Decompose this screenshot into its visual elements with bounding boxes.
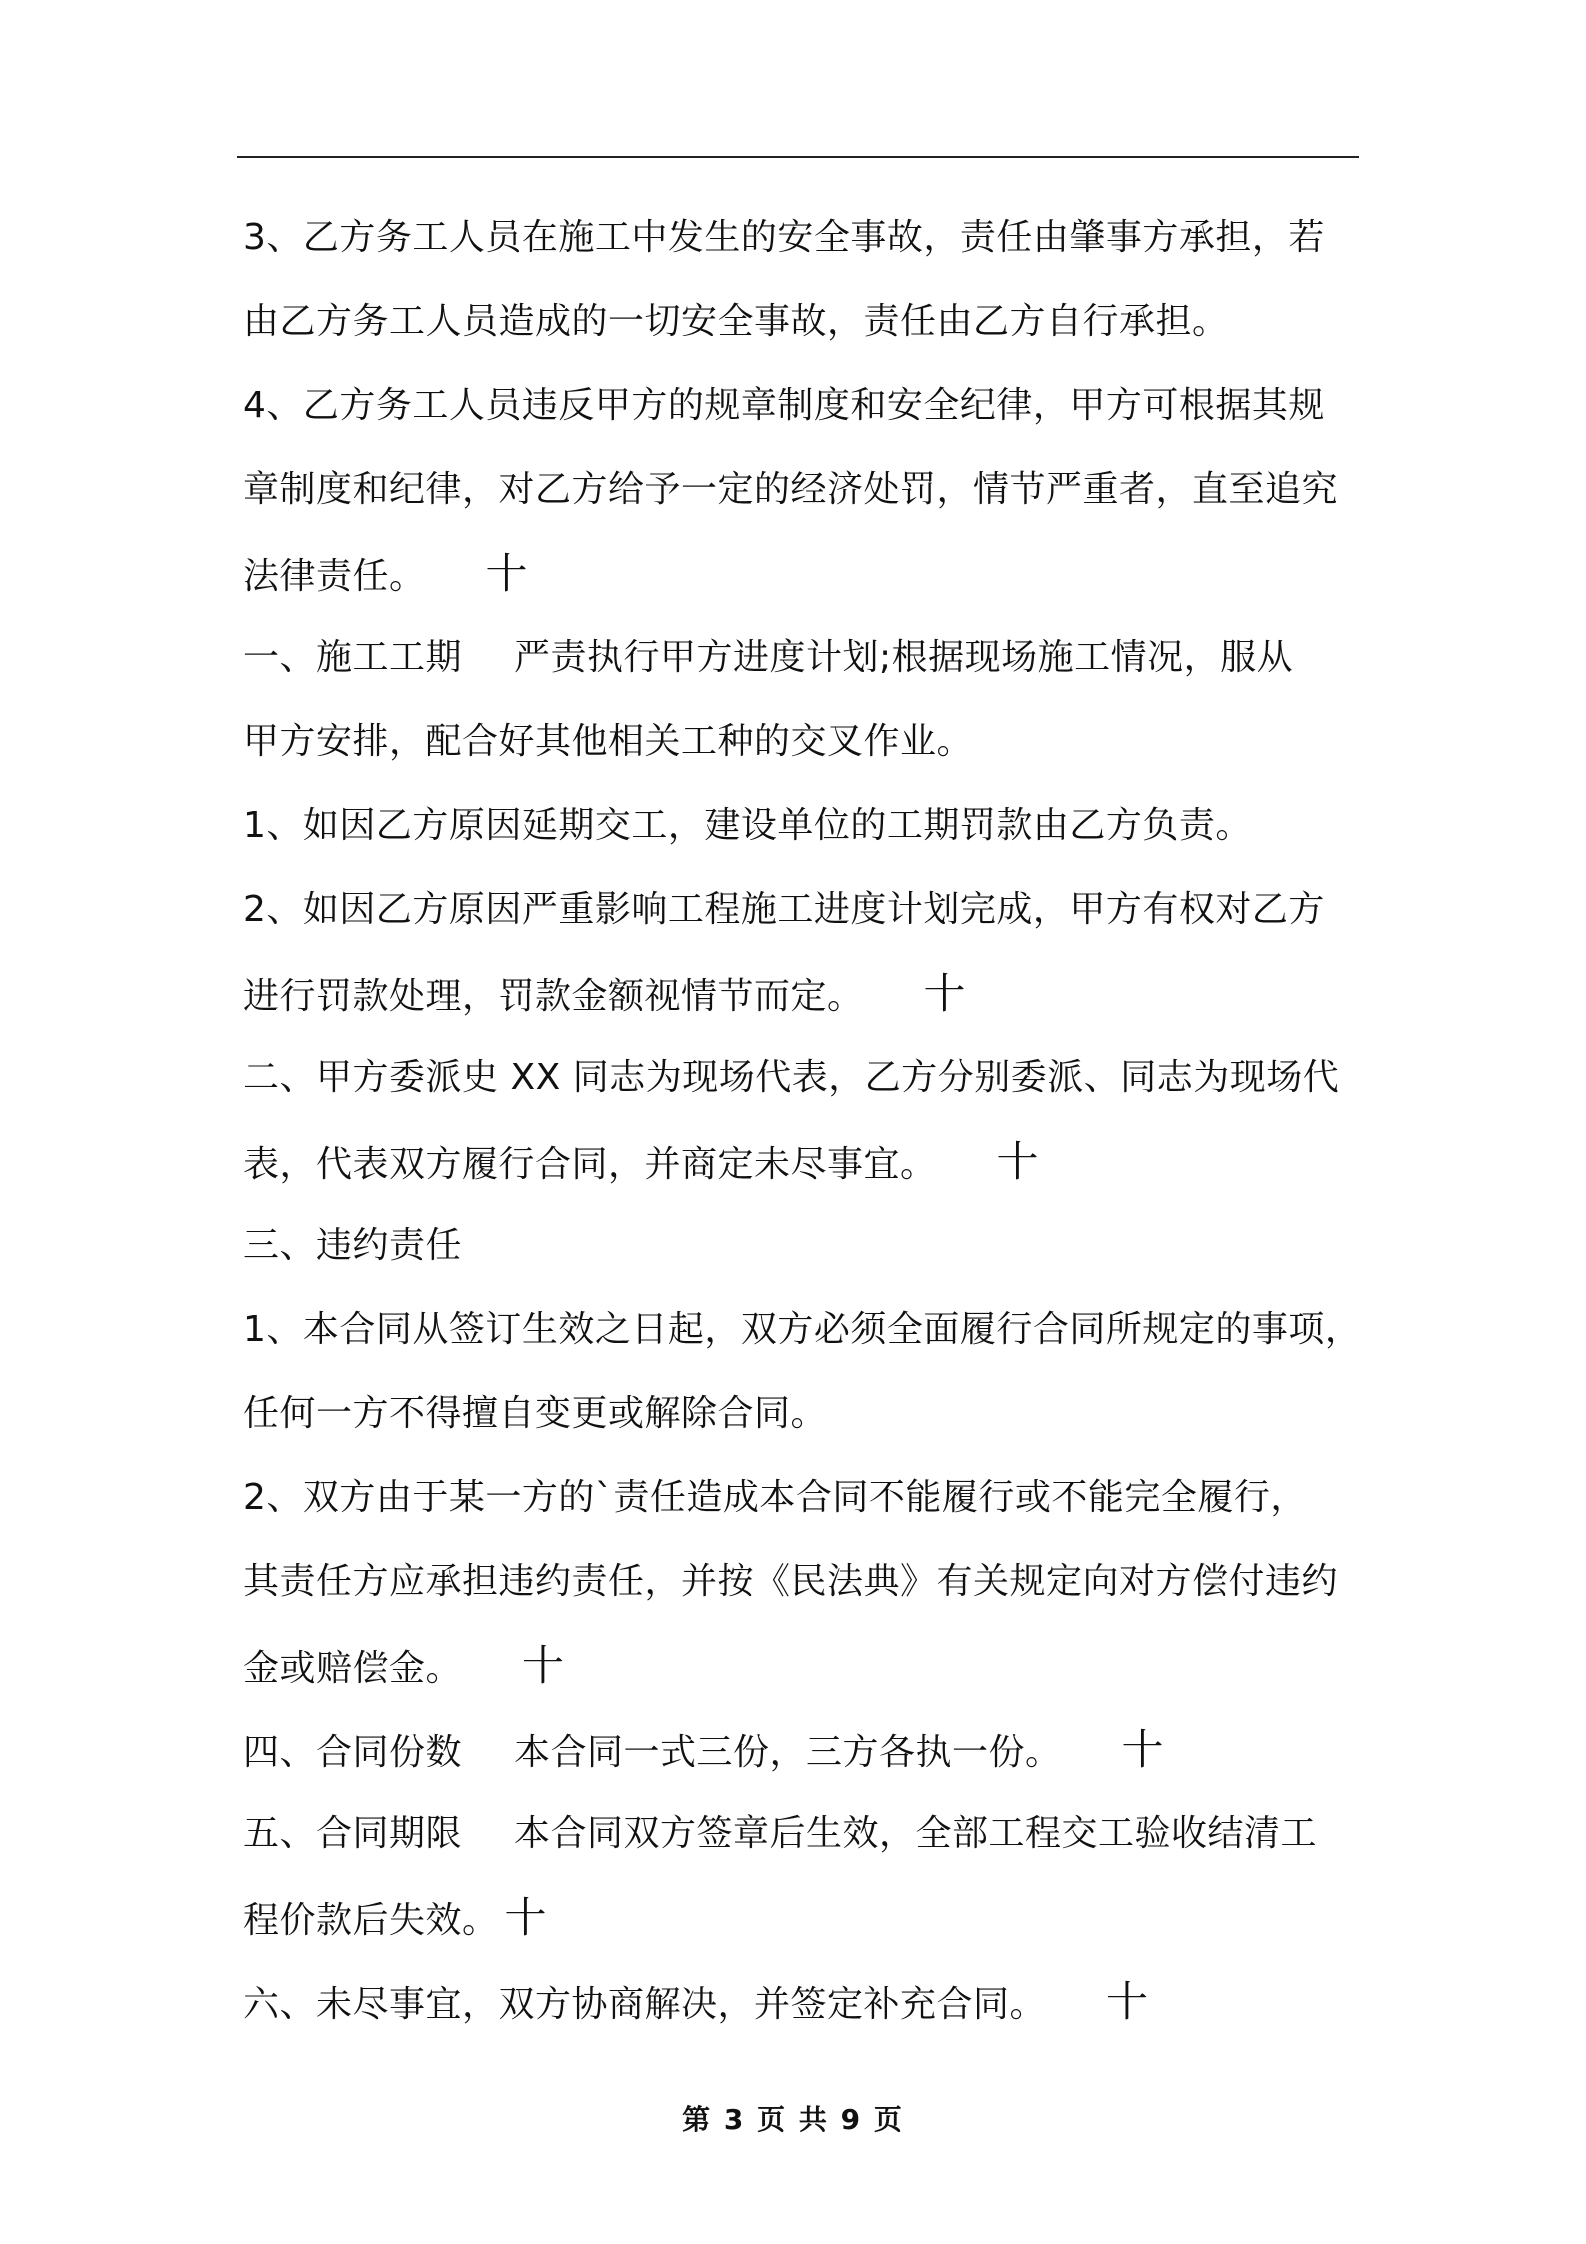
text-line — [243, 1792, 1388, 1876]
text-line — [243, 1708, 1388, 1792]
text-line — [243, 1540, 1388, 1624]
cross-mark: 十 — [923, 969, 967, 1018]
text-line — [243, 1036, 1388, 1120]
text-line — [243, 616, 1388, 700]
text-line — [243, 1372, 1388, 1456]
line-text: 表，代表双方履行合同，并商定未尽事宜。 — [243, 1144, 937, 1185]
text-line — [243, 280, 1388, 364]
text-line — [243, 868, 1388, 952]
line-text: 4、乙方务工人员违反甲方的规章制度和安全纪律，甲方可根据其规 — [243, 385, 1325, 426]
line-text: 2、双方由于某一方的`责任造成本合同不能履行或不能完全履行， — [243, 1477, 1307, 1518]
text-line — [243, 448, 1388, 532]
line-text: 进行罚款处理，罚款金额视情节而定。 — [243, 976, 864, 1017]
cross-mark: 十 — [996, 1137, 1040, 1186]
line-text: 甲方安排，配合好其他相关工种的交叉作业。 — [243, 721, 974, 762]
line-tail-text: 本合同双方签章后生效，全部工程交工验收结清工 — [514, 1813, 1318, 1854]
line-text: 三、违约责任 — [243, 1225, 463, 1266]
text-line — [243, 1288, 1388, 1372]
text-line — [243, 532, 1388, 616]
line-text: 3、乙方务工人员在施工中发生的安全事故，责任由肇事方承担，若 — [243, 217, 1325, 258]
line-text: 五、合同期限 — [243, 1813, 463, 1854]
text-line — [243, 1456, 1388, 1540]
text-line — [243, 1120, 1388, 1204]
cross-mark: 十 — [1106, 1977, 1149, 2026]
document-body — [243, 196, 1388, 2044]
line-text: 1、如因乙方原因延期交工，建设单位的工期罚款由乙方负责。 — [243, 805, 1252, 846]
line-text: 章制度和纪律，对乙方给予一定的经济处罚，情节严重者，直至追究 — [243, 469, 1339, 510]
line-tail-text: 严责执行甲方进度计划;根据现场施工情况，服从 — [514, 637, 1294, 678]
cross-mark: 十 — [1121, 1725, 1165, 1774]
line-text: 程价款后失效。 — [243, 1900, 499, 1941]
text-line — [243, 952, 1388, 1036]
text-line — [243, 1624, 1388, 1708]
line-text: 由乙方务工人员造成的一切安全事故，责任由乙方自行承担。 — [243, 301, 1229, 342]
cross-mark: 十 — [522, 1641, 565, 1690]
page-number: 第 3 页 共 9 页 — [682, 2103, 904, 2136]
line-text: 六、未尽事宜，双方协商解决，并签定补充合同。 — [243, 1984, 1047, 2025]
line-text: 二、甲方委派史 XX 同志为现场代表，乙方分别委派、同志为现场代 — [243, 1057, 1340, 1098]
text-line — [243, 364, 1388, 448]
text-line — [243, 1960, 1388, 2044]
text-line — [243, 1876, 1388, 1960]
line-text: 其责任方应承担违约责任，并按《民法典》有关规定向对方偿付违约 — [243, 1561, 1339, 1602]
line-text: 任何一方不得擅自变更或解除合同。 — [243, 1393, 828, 1434]
text-line — [243, 196, 1388, 280]
cross-mark: 十 — [485, 549, 529, 598]
line-text: 一、施工工期 — [243, 637, 463, 678]
cross-mark: 十 — [504, 1893, 548, 1942]
header-rule — [237, 156, 1359, 158]
line-text: 2、如因乙方原因严重影响工程施工进度计划完成，甲方有权对乙方 — [243, 889, 1325, 930]
line-tail-text: 本合同一式三份，三方各执一份。 — [514, 1732, 1062, 1773]
text-line — [243, 1204, 1388, 1288]
line-text: 四、合同份数 — [243, 1732, 463, 1773]
text-line — [243, 700, 1388, 784]
line-text: 1、本合同从签订生效之日起，双方必须全面履行合同所规定的事项， — [243, 1309, 1362, 1350]
line-text: 金或赔偿金。 — [243, 1648, 463, 1689]
text-line — [243, 784, 1388, 868]
line-text: 法律责任。 — [243, 556, 426, 597]
